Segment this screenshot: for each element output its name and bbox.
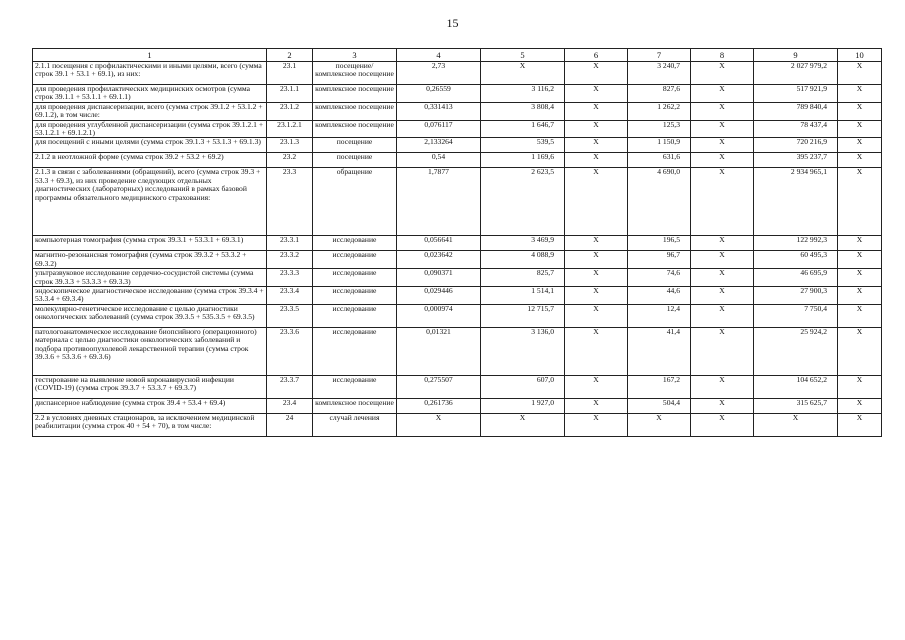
table-cell: исследование xyxy=(313,251,397,269)
table-cell: эндоскопическое диагностическое исследование (сумма строк 39.3.4 + 53.3.4 + 69.3.4) xyxy=(33,287,267,305)
table-cell: X xyxy=(838,138,882,153)
table-cell: X xyxy=(565,120,628,138)
table-cell: 2 623,5 xyxy=(481,168,565,236)
table-cell: X xyxy=(691,398,754,413)
table-cell: 23.1.1 xyxy=(267,85,313,103)
table-cell: X xyxy=(691,62,754,85)
table-cell: X xyxy=(565,398,628,413)
table-cell: для посещений с иными целями (сумма строк 39.1.3 + 53.1.3 + 69.1.3) xyxy=(33,138,267,153)
table-cell: 0,000974 xyxy=(397,304,481,327)
table-cell: X xyxy=(565,153,628,168)
table-cell: X xyxy=(397,413,481,436)
table-cell: X xyxy=(691,153,754,168)
table-cell: 104 652,2 xyxy=(754,375,838,398)
table-row xyxy=(33,413,882,436)
table-row xyxy=(33,138,882,153)
table-cell: 25 924,2 xyxy=(754,327,838,375)
table-cell: 789 840,4 xyxy=(754,102,838,120)
table-row xyxy=(33,327,882,375)
table-cell: X xyxy=(565,287,628,305)
table-cell: X xyxy=(691,304,754,327)
table-cell: 3 116,2 xyxy=(481,85,565,103)
header-cell: 8 xyxy=(691,49,754,62)
table-cell: ультразвуковое исследование сердечно-сосудистой системы (сумма строк 39.3.3 + 53.3.3 + 69.3.3) xyxy=(33,269,267,287)
table-cell: 2 934 965,1 xyxy=(754,168,838,236)
table-cell: 7 750,4 xyxy=(754,304,838,327)
table-cell: диспансерное наблюдение (сумма строк 39.4 + 53.4 + 69.4) xyxy=(33,398,267,413)
table-cell: тестирование на выявление новой коронавирусной инфекции (COVID-19) (сумма строк 39.3.7 + 53.3.7 + 69.3.7) xyxy=(33,375,267,398)
table-cell: 23.3.5 xyxy=(267,304,313,327)
page-number: 15 xyxy=(446,16,459,30)
table-cell: X xyxy=(565,304,628,327)
table-cell: X xyxy=(565,413,628,436)
table-cell: 504,4 xyxy=(628,398,691,413)
table-cell: 23.1.2.1 xyxy=(267,120,313,138)
table-row xyxy=(33,168,882,236)
table-cell: X xyxy=(691,236,754,251)
table-row xyxy=(33,153,882,168)
table-cell: X xyxy=(691,375,754,398)
table-cell: X xyxy=(691,327,754,375)
table-cell: X xyxy=(565,138,628,153)
header-cell: 6 xyxy=(565,49,628,62)
table-row xyxy=(33,375,882,398)
table-cell: 23.2 xyxy=(267,153,313,168)
table-cell: 23.3.4 xyxy=(267,287,313,305)
table-cell: 0,331413 xyxy=(397,102,481,120)
table-cell: обращение xyxy=(313,168,397,236)
table-cell: X xyxy=(691,251,754,269)
table-cell: 27 900,3 xyxy=(754,287,838,305)
table-cell: 1,7877 xyxy=(397,168,481,236)
table-cell: 2,73 xyxy=(397,62,481,85)
table-cell: X xyxy=(628,413,691,436)
table-cell: 1 646,7 xyxy=(481,120,565,138)
table-row xyxy=(33,304,882,327)
table-cell: 0,090371 xyxy=(397,269,481,287)
table-cell: 78 437,4 xyxy=(754,120,838,138)
header-cell: 1 xyxy=(33,49,267,62)
table-cell: 539,5 xyxy=(481,138,565,153)
table-cell: X xyxy=(691,168,754,236)
table-cell: X xyxy=(754,413,838,436)
table-cell: 23.1.2 xyxy=(267,102,313,120)
table-cell: 720 216,9 xyxy=(754,138,838,153)
table-cell: 1 514,1 xyxy=(481,287,565,305)
header-cell: 3 xyxy=(313,49,397,62)
header-cell: 9 xyxy=(754,49,838,62)
table-cell: X xyxy=(838,398,882,413)
table-cell: посещение/ комплексное посещение xyxy=(313,62,397,85)
table-cell: 2 027 979,2 xyxy=(754,62,838,85)
table-cell: 23.1 xyxy=(267,62,313,85)
table-cell: 395 237,7 xyxy=(754,153,838,168)
table-cell: 0,076117 xyxy=(397,120,481,138)
header-cell: 2 xyxy=(267,49,313,62)
table-cell: 315 625,7 xyxy=(754,398,838,413)
table-cell: комплексное посещение xyxy=(313,398,397,413)
table-cell: X xyxy=(838,153,882,168)
data-table xyxy=(32,48,882,437)
table-cell: X xyxy=(838,85,882,103)
table-cell: 2.2 в условиях дневных стационаров, за исключением медицинской реабилитации (сумма строк 40 + 54 + 70), в том числе: xyxy=(33,413,267,436)
table-cell: X xyxy=(838,168,882,236)
table-cell: X xyxy=(481,413,565,436)
table-cell: X xyxy=(838,304,882,327)
table-cell: 2.1.1 посещения с профилактическими и иными целями, всего (сумма строк 39.1 + 53.1 + 69.1), из них: xyxy=(33,62,267,85)
table-cell: исследование xyxy=(313,375,397,398)
table-cell: комплексное посещение xyxy=(313,120,397,138)
table-cell: исследование xyxy=(313,236,397,251)
table-cell: молекулярно-генетическое исследование с целью диагностики онкологических заболеваний (сумма строк 39.3.5 + 535.3.5 + 69.3.5) xyxy=(33,304,267,327)
table-cell: 1 262,2 xyxy=(628,102,691,120)
table-cell: 96,7 xyxy=(628,251,691,269)
table-cell: 23.1.3 xyxy=(267,138,313,153)
table-cell: 3 240,7 xyxy=(628,62,691,85)
table-cell: 607,0 xyxy=(481,375,565,398)
table-cell: X xyxy=(838,413,882,436)
table-cell: X xyxy=(691,85,754,103)
table-cell: 4 088,9 xyxy=(481,251,565,269)
table-cell: комплексное посещение xyxy=(313,85,397,103)
table-cell: посещение xyxy=(313,138,397,153)
table-cell: 2.1.2 в неотложной форме (сумма строк 39.2 + 53.2 + 69.2) xyxy=(33,153,267,168)
header-cell: 7 xyxy=(628,49,691,62)
table-cell: 0,029446 xyxy=(397,287,481,305)
table-cell: 23.3.7 xyxy=(267,375,313,398)
table-cell: для проведения диспансеризации, всего (сумма строк 39.1.2 + 53.1.2 + 69.1.2), в том числе: xyxy=(33,102,267,120)
table-row xyxy=(33,287,882,305)
table-cell: X xyxy=(691,413,754,436)
table-cell: X xyxy=(691,269,754,287)
table-cell: 44,6 xyxy=(628,287,691,305)
table-cell: 12 715,7 xyxy=(481,304,565,327)
table-cell: 23.3.3 xyxy=(267,269,313,287)
table-row xyxy=(33,102,882,120)
table-cell: X xyxy=(691,102,754,120)
table-cell: 0,26559 xyxy=(397,85,481,103)
table-cell: X xyxy=(838,102,882,120)
table-cell: 41,4 xyxy=(628,327,691,375)
table-cell: X xyxy=(838,236,882,251)
table-cell: 0,056641 xyxy=(397,236,481,251)
table-cell: X xyxy=(565,251,628,269)
table-cell: 125,3 xyxy=(628,120,691,138)
table-cell: для проведения профилактических медицинских осмотров (сумма строк 39.1.1 + 53.1.1 + 69.1.1) xyxy=(33,85,267,103)
table-cell: 0,023642 xyxy=(397,251,481,269)
table-cell: X xyxy=(565,85,628,103)
table-cell: исследование xyxy=(313,304,397,327)
table-cell: 23.3.2 xyxy=(267,251,313,269)
table-row xyxy=(33,85,882,103)
table-cell: X xyxy=(838,62,882,85)
table-cell: 46 695,9 xyxy=(754,269,838,287)
table-row xyxy=(33,120,882,138)
table-cell: 23.3.1 xyxy=(267,236,313,251)
table-cell: X xyxy=(565,236,628,251)
table-cell: 196,5 xyxy=(628,236,691,251)
table-cell: 0,261736 xyxy=(397,398,481,413)
table-row xyxy=(33,398,882,413)
table-cell: магнитно-резонансная томография (сумма строк 39.3.2 + 53.3.2 + 69.3.2) xyxy=(33,251,267,269)
table-header-row xyxy=(33,49,882,62)
table-cell: 122 992,3 xyxy=(754,236,838,251)
table-cell: X xyxy=(565,327,628,375)
table-cell: 23.3 xyxy=(267,168,313,236)
table-cell: 1 927,0 xyxy=(481,398,565,413)
header-cell: 4 xyxy=(397,49,481,62)
table-cell: 23.4 xyxy=(267,398,313,413)
table-cell: 0,275507 xyxy=(397,375,481,398)
header-cell: 5 xyxy=(481,49,565,62)
table-cell: 1 150,9 xyxy=(628,138,691,153)
table-cell: 631,6 xyxy=(628,153,691,168)
table-cell: исследование xyxy=(313,287,397,305)
table-cell: 825,7 xyxy=(481,269,565,287)
table-cell: 827,6 xyxy=(628,85,691,103)
table-cell: X xyxy=(838,287,882,305)
table-cell: исследование xyxy=(313,327,397,375)
table-cell: X xyxy=(565,269,628,287)
table-cell: 1 169,6 xyxy=(481,153,565,168)
table-row xyxy=(33,236,882,251)
table-cell: 60 495,3 xyxy=(754,251,838,269)
table-cell: 3 808,4 xyxy=(481,102,565,120)
table-cell: 24 xyxy=(267,413,313,436)
table-cell: X xyxy=(565,375,628,398)
table-cell: X xyxy=(691,287,754,305)
table-cell: 12,4 xyxy=(628,304,691,327)
table-cell: 2.1.3 в связи с заболеваниями (обращений), всего (сумма строк 39.3 + 53.3 + 69.3), из них проведение следующих отдельных диагностических (лабораторных) исследований в рамках базовой программы обязательного медицинского страхования: xyxy=(33,168,267,236)
table-row xyxy=(33,62,882,85)
table-cell: случай лечения xyxy=(313,413,397,436)
table-cell: 4 690,0 xyxy=(628,168,691,236)
table-cell: 0,54 xyxy=(397,153,481,168)
table-cell: 517 921,9 xyxy=(754,85,838,103)
table-cell: посещение xyxy=(313,153,397,168)
table-row xyxy=(33,269,882,287)
table-cell: 2,133264 xyxy=(397,138,481,153)
table-cell: 74,6 xyxy=(628,269,691,287)
table-cell: X xyxy=(838,251,882,269)
table-cell: комплексное посещение xyxy=(313,102,397,120)
table-cell: патологоанатомическое исследование биопсийного (операционного) материала с целью диагностики онкологических заболеваний и подбора противоопухолевой лекарственной терапии (сумма строк 39.3.6 + 53.3.6 + 69.3.6) xyxy=(33,327,267,375)
table-cell: 0,01321 xyxy=(397,327,481,375)
table-cell: 3 136,0 xyxy=(481,327,565,375)
table-cell: 167,2 xyxy=(628,375,691,398)
table-cell: X xyxy=(838,327,882,375)
table-cell: X xyxy=(565,168,628,236)
table-cell: 23.3.6 xyxy=(267,327,313,375)
table-cell: X xyxy=(565,102,628,120)
table-cell: X xyxy=(838,269,882,287)
header-cell: 10 xyxy=(838,49,882,62)
table-cell: 3 469,9 xyxy=(481,236,565,251)
table-cell: для проведения углубленной диспансеризации (сумма строк 39.1.2.1 + 53.1.2.1 + 69.1.2.1) xyxy=(33,120,267,138)
table-row xyxy=(33,251,882,269)
table-cell: X xyxy=(565,62,628,85)
table-cell: X xyxy=(838,120,882,138)
table-cell: X xyxy=(691,120,754,138)
table-cell: компьютерная томография (сумма строк 39.3.1 + 53.3.1 + 69.3.1) xyxy=(33,236,267,251)
table-cell: исследование xyxy=(313,269,397,287)
table-cell: X xyxy=(691,138,754,153)
table-cell: X xyxy=(481,62,565,85)
table-cell: X xyxy=(838,375,882,398)
